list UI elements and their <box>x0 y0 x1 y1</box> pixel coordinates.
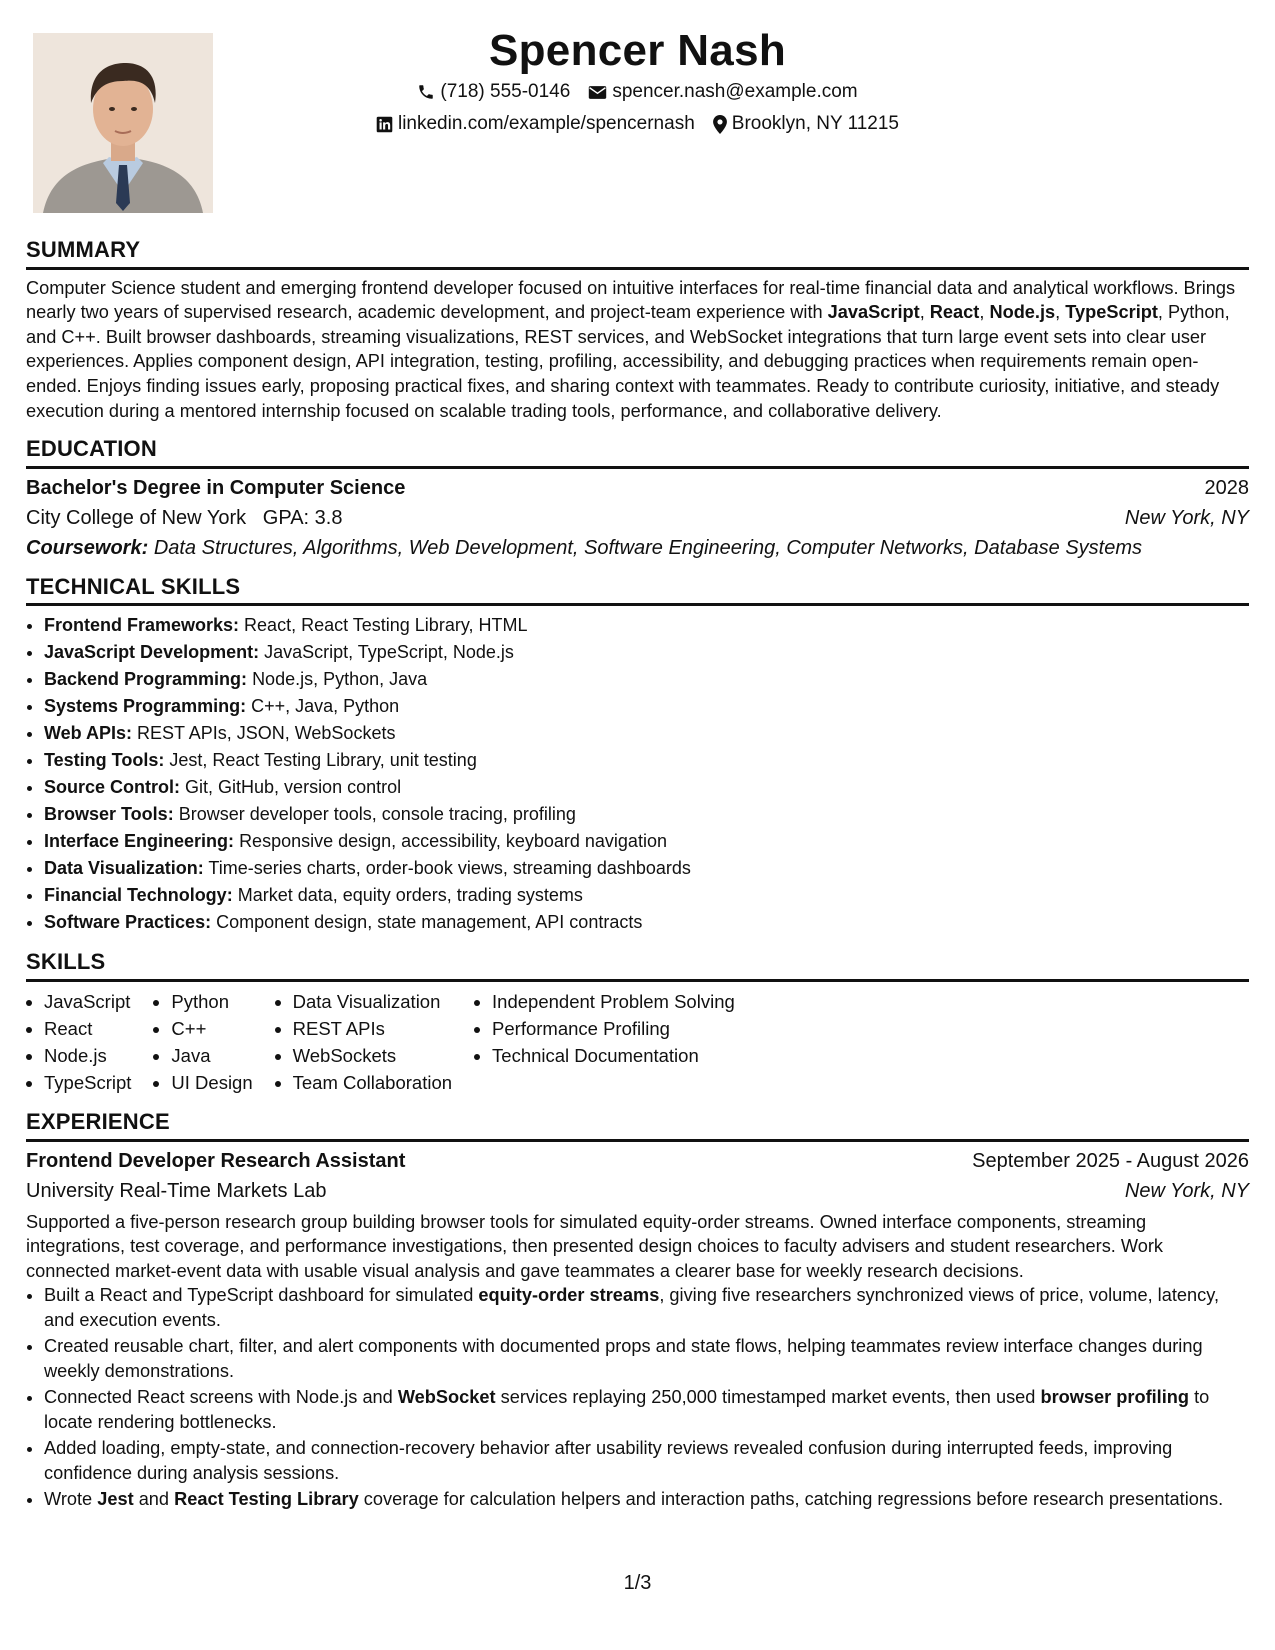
school-name: City College of New York <box>26 506 247 529</box>
school-line <box>26 505 342 531</box>
linkedin-text: linkedin.com/example/spencernash <box>397 113 695 134</box>
list-item: • Browser Tools: Browser developer tools, console tracing, profiling <box>44 801 1249 828</box>
education-degree-row <box>26 475 1249 501</box>
list-item: • Systems Programming: C++, Java, Python <box>44 693 1249 720</box>
skills-column-3 <box>275 988 452 1096</box>
phone-icon <box>417 83 435 101</box>
list-item: • Testing Tools: Jest, React Testing Library, unit testing <box>44 747 1249 774</box>
list-item: • Frontend Frameworks: React, React Testing Library, HTML <box>44 612 1249 639</box>
map-pin-icon <box>713 115 727 134</box>
list-item: • Team Collaboration <box>293 1069 452 1096</box>
list-item: • Data Visualization: Time-series charts, order-book views, streaming dashboards <box>44 855 1249 882</box>
list-item: • Independent Problem Solving <box>492 988 735 1015</box>
coursework-list: Data Structures, Algorithms, Web Development, Software Engineering, Computer Networks, Database Systems <box>153 536 1143 559</box>
list-item: • Java <box>171 1042 252 1069</box>
list-item: • React <box>44 1015 131 1042</box>
section-title-technical-skills: TECHNICAL SKILLS <box>26 573 1249 607</box>
coursework-label: Coursework: <box>26 536 149 559</box>
list-item: • Built a React and TypeScript dashboard for simulated equity-order streams, giving five researchers synchronized views of price, volume, latency, and execution events. <box>44 1283 1249 1332</box>
skills-column-2 <box>153 988 252 1096</box>
contact-line-1 <box>26 80 1249 105</box>
list-item: • Python <box>171 988 252 1015</box>
summary-section <box>26 236 1249 423</box>
coursework <box>26 535 1249 561</box>
list-item: • WebSockets <box>293 1042 452 1069</box>
list-item: • TypeScript <box>44 1069 131 1096</box>
degree-name: Bachelor's Degree in Computer Science <box>26 476 406 499</box>
location-text: Brooklyn, NY 11215 <box>731 113 899 134</box>
school-location: New York, NY <box>1124 506 1249 529</box>
job-location: New York, NY <box>1124 1179 1249 1202</box>
skills-grid <box>26 988 1249 1096</box>
job-description: Supported a five-person research group building browser tools for simulated equity-order streams. Owned interface components, streaming integrations, test coverage, and performance investigations, then presented design choices to faculty advisers and student researchers. Work connected market-event data with usable visual analysis and gave teammates a clearer base for weekly research decisions. <box>26 1211 1164 1281</box>
list-item: • Web APIs: REST APIs, JSON, WebSockets <box>44 720 1249 747</box>
summary-text: Computer Science student and emerging frontend developer focused on intuitive interfaces for real-time financial data and analytical workflows. Brings nearly two years of supervised research, academic development, and project-team experience with JavaScript, React, Node.js, TypeScript, Python, and C++. Built browser dashboards, streaming visualizations, REST services, and WebSocket integrations that turn large event sets into clear user experiences. Applies component design, API integration, testing, profiling, accessibility, and debugging practices when requirements remain open-ended. Enjoys finding issues early, proposing practical fixes, and sharing context with teammates. Ready to contribute curiosity, initiative, and steady execution during a mentored internship focused on scalable trading tools, performance, and collaborative delivery. <box>26 277 1236 421</box>
list-item: • Wrote Jest and React Testing Library coverage for calculation helpers and interaction paths, catching regressions before research presentations. <box>44 1487 1249 1512</box>
skills-section <box>26 948 1249 1096</box>
email-text: spencer.nash@example.com <box>612 81 858 102</box>
experience-org-row <box>26 1178 1249 1204</box>
list-item: • Added loading, empty-state, and connection-recovery behavior after usability reviews revealed confusion during interrupted feeds, improving confidence during analysis sessions. <box>44 1436 1249 1485</box>
list-item: • Interface Engineering: Responsive design, accessibility, keyboard navigation <box>44 828 1249 855</box>
contact-line-2 <box>26 112 1249 137</box>
skills-column-4 <box>474 988 735 1096</box>
list-item: • Created reusable chart, filter, and alert components with documented props and state flows, helping teammates review interface changes during weekly demonstrations. <box>44 1334 1249 1383</box>
phone-contact[interactable] <box>417 80 570 105</box>
list-item: • Software Practices: Component design, state management, API contracts <box>44 909 1249 936</box>
resume-header <box>26 0 1249 236</box>
list-item: • Performance Profiling <box>492 1015 735 1042</box>
list-item: • Connected React screens with Node.js and WebSocket services replaying 250,000 timestamped market events, then used browser profiling to locate rendering bottlenecks. <box>44 1385 1249 1434</box>
gpa: GPA: 3.8 <box>262 506 343 529</box>
list-item: • Backend Programming: Node.js, Python, Java <box>44 666 1249 693</box>
list-item: • Data Visualization <box>293 988 452 1015</box>
experience-bullets <box>26 1283 1249 1512</box>
list-item: • JavaScript <box>44 988 131 1015</box>
candidate-name: Spencer Nash <box>488 26 787 75</box>
linkedin-contact[interactable] <box>376 112 695 137</box>
page-number: 1/3 <box>623 1572 652 1594</box>
envelope-icon <box>588 85 607 100</box>
list-item: • Source Control: Git, GitHub, version control <box>44 774 1249 801</box>
organization: University Real-Time Markets Lab <box>26 1179 327 1202</box>
linkedin-icon <box>376 116 393 133</box>
list-item: • JavaScript Development: JavaScript, TypeScript, Node.js <box>44 639 1249 666</box>
list-item: • UI Design <box>171 1069 252 1096</box>
graduation-year: 2028 <box>1204 476 1249 499</box>
technical-skills-list <box>26 612 1249 936</box>
list-item: • Technical Documentation <box>492 1042 735 1069</box>
section-title-summary: SUMMARY <box>26 236 1249 270</box>
experience-role-row <box>26 1148 1249 1174</box>
resume-page <box>26 0 1249 1594</box>
list-item: • Node.js <box>44 1042 131 1069</box>
technical-skills-section <box>26 573 1249 937</box>
skills-column-1 <box>26 988 131 1096</box>
job-dates: September 2025 - August 2026 <box>972 1149 1249 1172</box>
education-section <box>26 435 1249 561</box>
experience-section <box>26 1108 1249 1512</box>
list-item: • Financial Technology: Market data, equity orders, trading systems <box>44 882 1249 909</box>
education-school-row <box>26 505 1249 531</box>
section-title-education: EDUCATION <box>26 435 1249 469</box>
section-title-skills: SKILLS <box>26 948 1249 982</box>
list-item: • REST APIs <box>293 1015 452 1042</box>
list-item: • C++ <box>171 1015 252 1042</box>
phone-text: (718) 555-0146 <box>440 81 571 102</box>
location-contact <box>713 112 899 137</box>
job-title: Frontend Developer Research Assistant <box>26 1149 406 1172</box>
email-contact[interactable] <box>588 80 857 105</box>
section-title-experience: EXPERIENCE <box>26 1108 1249 1142</box>
